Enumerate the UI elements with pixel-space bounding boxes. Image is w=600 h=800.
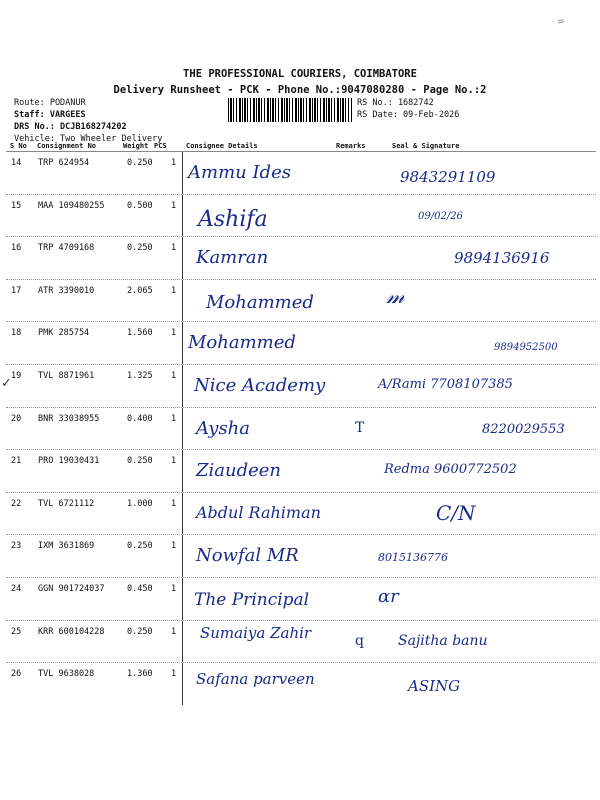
row-pcs: 1 bbox=[171, 370, 177, 381]
row-consignment: IXM 3631869 bbox=[38, 541, 95, 552]
seal-scribble: 𝓂 bbox=[386, 283, 405, 309]
row-pcs: 1 bbox=[171, 583, 177, 594]
consignee-signature: Safana parveen bbox=[196, 670, 315, 689]
seal-signature: 9843291109 bbox=[400, 168, 496, 186]
row-pcs: 1 bbox=[171, 669, 177, 680]
row-weight: 0.500 bbox=[127, 200, 153, 211]
row-sno: 22 bbox=[11, 498, 22, 509]
col-sno: S No bbox=[10, 142, 27, 150]
table-header bbox=[6, 141, 596, 152]
rs-number: RS No.: 1682742 bbox=[357, 98, 434, 108]
staff-label: Staff: VARGEES bbox=[14, 110, 86, 120]
table-row bbox=[6, 578, 596, 621]
rs-date: RS Date: 09-Feb-2026 bbox=[357, 110, 460, 120]
row-consignment: MAA 109480255 bbox=[38, 200, 105, 211]
row-pcs: 1 bbox=[171, 626, 177, 637]
row-sno: 18 bbox=[11, 328, 22, 339]
pen-scribble: ≈ bbox=[554, 13, 567, 29]
row-consignment: PRO 19030431 bbox=[38, 456, 100, 467]
row-pcs: 1 bbox=[171, 328, 177, 339]
row-weight: 0.250 bbox=[127, 541, 153, 552]
row-remark: T bbox=[355, 419, 365, 436]
row-weight: 0.400 bbox=[127, 413, 153, 424]
seal-signature: C/N bbox=[436, 500, 476, 525]
table-row bbox=[2, 365, 596, 408]
row-consignment: GGN 901724037 bbox=[38, 583, 105, 594]
row-consignment: TVL 8871961 bbox=[38, 370, 95, 381]
row-sno: 17 bbox=[11, 285, 22, 296]
consignee-signature: Abdul Rahiman bbox=[196, 502, 321, 522]
row-weight: 1.000 bbox=[127, 498, 153, 509]
row-weight: 0.250 bbox=[127, 243, 153, 254]
company-name: THE PROFESSIONAL COURIERS, COIMBATORE bbox=[183, 68, 417, 80]
row-consignment: TRP 624954 bbox=[38, 158, 90, 168]
row-consignment: KRR 600104228 bbox=[38, 626, 105, 637]
consignee-signature: Kamran bbox=[196, 247, 269, 269]
table-row bbox=[6, 322, 596, 365]
table-row bbox=[6, 535, 596, 578]
table-row bbox=[6, 663, 596, 705]
row-consignment: BNR 33038955 bbox=[38, 413, 100, 424]
route-label: Route: PODANUR bbox=[14, 98, 86, 108]
row-weight: 0.450 bbox=[127, 583, 153, 594]
table-row bbox=[6, 621, 596, 664]
table-row bbox=[6, 195, 596, 238]
row-remark: q bbox=[355, 632, 364, 649]
row-sno: 21 bbox=[11, 456, 22, 467]
row-pcs: 1 bbox=[171, 158, 177, 168]
consignee-signature: Ziaudeen bbox=[196, 460, 282, 482]
runsheet-table bbox=[2, 141, 596, 705]
consignee-signature: The Principal bbox=[194, 589, 310, 610]
row-pcs: 1 bbox=[171, 413, 177, 424]
row-weight: 1.560 bbox=[127, 328, 153, 339]
table-body bbox=[2, 152, 596, 705]
row-sno: 26 bbox=[11, 669, 22, 680]
seal-scribble: ɑr bbox=[378, 585, 399, 607]
col-remarks: Remarks bbox=[336, 142, 366, 150]
col-consignment: Consignment No bbox=[37, 142, 97, 150]
vehicle-label: Vehicle: Two Wheeler Delivery bbox=[14, 134, 163, 144]
row-consignment: TVL 6721112 bbox=[38, 498, 95, 509]
table-row bbox=[6, 408, 596, 451]
seal-signature: 09/02/26 bbox=[418, 210, 463, 222]
row-weight: 0.250 bbox=[127, 626, 153, 637]
seal-signature: A/Rami 7708107385 bbox=[378, 376, 513, 392]
consignee-signature: Nowfal MR bbox=[196, 545, 299, 567]
row-sno: 19 bbox=[11, 370, 22, 381]
col-weight: Weight bbox=[123, 142, 149, 150]
seal-signature: Redma 9600772502 bbox=[384, 462, 517, 478]
consignee-signature: Ammu Ides bbox=[188, 162, 291, 183]
col-consignee: Consignee Details bbox=[186, 142, 258, 150]
row-pcs: 1 bbox=[171, 541, 177, 552]
table-row bbox=[6, 280, 596, 323]
row-sno: 14 bbox=[11, 158, 22, 168]
seal-signature: 8015136776 bbox=[378, 551, 448, 565]
row-sno: 24 bbox=[11, 583, 22, 594]
seal-signature: 8220029553 bbox=[482, 421, 565, 437]
seal-signature: Sajitha banu bbox=[398, 632, 488, 649]
row-weight: 2.065 bbox=[127, 285, 153, 296]
row-pcs: 1 bbox=[171, 243, 177, 254]
row-pcs: 1 bbox=[171, 285, 177, 296]
table-row bbox=[6, 493, 596, 536]
row-weight: 1.360 bbox=[127, 669, 153, 680]
row-pcs: 1 bbox=[171, 498, 177, 509]
consignee-signature: Aysha bbox=[196, 417, 250, 439]
row-sno: 23 bbox=[11, 541, 22, 552]
row-sno: 20 bbox=[11, 413, 22, 424]
row-pcs: 1 bbox=[171, 456, 177, 467]
row-sno: 16 bbox=[11, 243, 22, 254]
table-row bbox=[6, 152, 596, 195]
table-row bbox=[6, 450, 596, 493]
consignee-signature: Mohammed bbox=[188, 332, 296, 354]
row-sno: 25 bbox=[11, 626, 22, 637]
row-sno: 15 bbox=[11, 200, 22, 211]
check-mark: ✓ bbox=[2, 374, 11, 391]
consignee-signature: Sumaiya Zahir bbox=[200, 623, 312, 642]
consignee-signature: Ashifa bbox=[198, 206, 268, 232]
barcode bbox=[228, 98, 352, 122]
drs-label: DRS No.: DCJB168274202 bbox=[14, 122, 127, 132]
document-title bbox=[0, 68, 600, 96]
row-weight: 1.325 bbox=[127, 370, 153, 381]
row-weight: 0.250 bbox=[127, 456, 153, 467]
row-consignment: ATR 3390010 bbox=[38, 285, 95, 296]
seal-signature: 9894136916 bbox=[454, 249, 550, 268]
row-consignment: TRP 4709168 bbox=[38, 243, 95, 254]
rs-info bbox=[357, 97, 459, 121]
row-consignment: TVL 9638028 bbox=[38, 669, 95, 680]
seal-signature: 9894952500 bbox=[494, 342, 558, 354]
row-pcs: 1 bbox=[171, 200, 177, 211]
row-weight: 0.250 bbox=[127, 158, 153, 168]
consignee-signature: Mohammed bbox=[206, 291, 314, 313]
table-row bbox=[6, 237, 596, 280]
col-pcs: PCS bbox=[154, 142, 167, 150]
route-info bbox=[14, 97, 162, 145]
consignee-signature: Nice Academy bbox=[194, 374, 326, 396]
row-consignment: PMK 285754 bbox=[38, 328, 90, 339]
runsheet-subtitle: Delivery Runsheet - PCK - Phone No.:9047080280 - Page No.:2 bbox=[113, 84, 487, 96]
col-seal: Seal & Signature bbox=[392, 142, 460, 150]
seal-signature: ASING bbox=[408, 677, 461, 696]
